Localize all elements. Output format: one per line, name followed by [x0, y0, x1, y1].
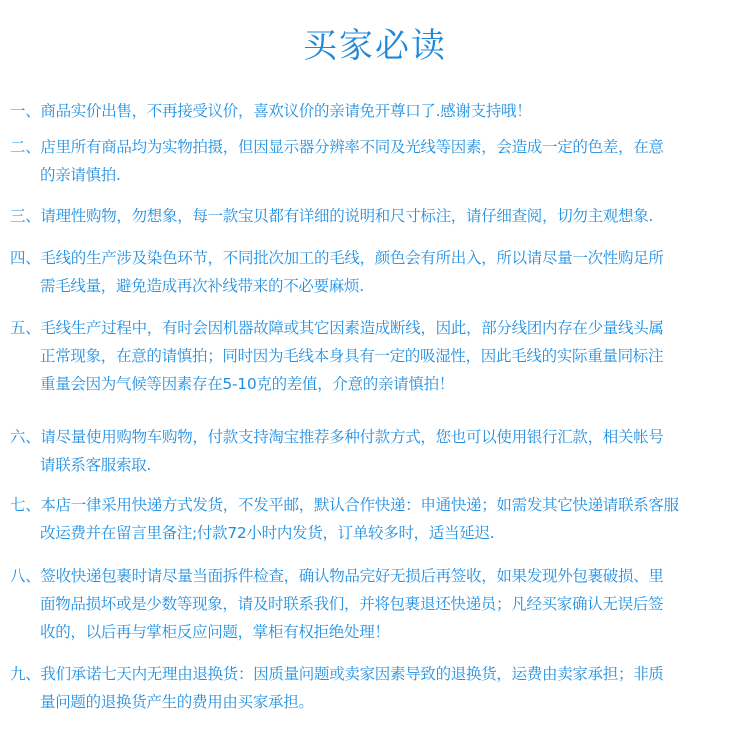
notice-item-8-line-2: 面物品损坏或是少数等现象，请及时联系我们，并将包裹退还快递员；凡经买家确认无误后签: [40, 595, 664, 613]
page-title: 买家必读: [303, 26, 447, 66]
notice-item-8: [10, 562, 735, 646]
notice-item-7-line-2: 改运费并在留言里备注;付款72小时内发货，订单较多时，适当延迟.: [40, 524, 495, 542]
notice-item-8-line-3: 收的，以后再与掌柜反应问题，掌柜有权拒绝处理！: [40, 623, 390, 641]
notice-item-9-line-1: 九、我们承诺七天内无理由退换货：因质量问题或卖家因素导致的退换货，运费由卖家承担；非质: [10, 665, 664, 683]
notice-item-1: [10, 97, 735, 125]
notice-item-7: [10, 491, 735, 547]
notice-item-3: [10, 202, 735, 230]
notice-item-3-line-1: 三、请理性购物，勿想象，每一款宝贝都有详细的说明和尺寸标注，请仔细查阅，切勿主观想象.: [10, 207, 654, 225]
notice-item-2-line-1: 二、店里所有商品均为实物拍摄，但因显示器分辨率不同及光线等因素，会造成一定的色差，在意: [10, 138, 664, 156]
notice-item-9: [10, 660, 735, 716]
notice-item-6-line-1: 六、请尽量使用购物车购物，付款支持淘宝推荐多种付款方式，您也可以使用银行汇款，相关帐号: [10, 428, 664, 446]
notice-item-4: [10, 244, 735, 300]
notice-item-1-line-1: 一、商品实价出售，不再接受议价，喜欢议价的亲请免开尊口了.感谢支持哦！: [10, 102, 532, 120]
notice-item-6-line-2: 请联系客服索取.: [40, 456, 152, 474]
notice-item-5-line-2: 正常现象，在意的请慎拍；同时因为毛线本身具有一定的吸湿性，因此毛线的实际重量同标注: [40, 347, 664, 365]
notice-item-5-line-1: 五、毛线生产过程中，有时会因机器故障或其它因素造成断线，因此，部分线团内存在少量线头属: [10, 319, 664, 337]
notice-item-4-line-1: 四、毛线的生产涉及染色环节，不同批次加工的毛线，颜色会有所出入，所以请尽量一次性购足所: [10, 249, 664, 267]
notice-item-5: [10, 314, 735, 398]
notice-item-4-line-2: 需毛线量，避免造成再次补线带来的不必要麻烦.: [40, 277, 364, 295]
notice-item-6: [10, 423, 735, 479]
notice-item-2-line-2: 的亲请慎拍.: [40, 166, 121, 184]
notice-item-5-line-3: 重量会因为气候等因素存在5-10克的差值，介意的亲请慎拍！: [40, 375, 454, 393]
notice-item-8-line-1: 八、签收快递包裹时请尽量当面拆件检查，确认物品完好无损后再签收，如果发现外包裹破损、里: [10, 567, 664, 585]
notice-item-2: [10, 133, 735, 189]
notice-item-9-line-2: 量问题的退换货产生的费用由买家承担。: [40, 693, 314, 711]
notice-item-7-line-1: 七、本店一律采用快递方式发货，不发平邮，默认合作快递：申通快递；如需发其它快递请联系客服: [10, 496, 679, 514]
